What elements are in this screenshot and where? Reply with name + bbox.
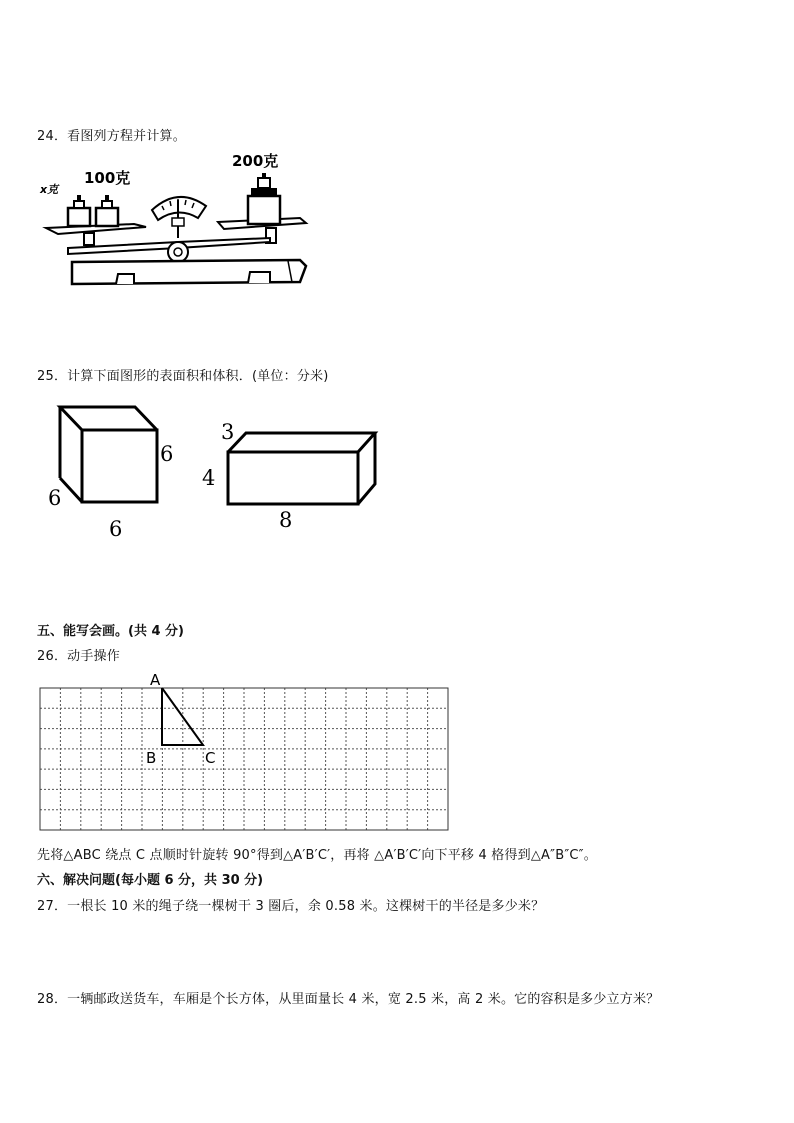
dotted-grid: [40, 688, 448, 830]
q28-text: 28．一辆邮政送货车，车厢是个长方体，从里面量长 4 米，宽 2.5 米，高 2 米。它的容积是多少立方米？: [37, 992, 660, 1007]
solids-figure: [40, 398, 385, 543]
cuboid-bottom-label: 8: [279, 508, 293, 532]
q24-text: 24．看图列方程并计算。: [37, 129, 186, 144]
q27-text: 27．一根长 10 米的绳子绕一棵树干 3 圈后，余 0.58 米。这棵树干的半径是多少米？: [37, 899, 545, 914]
cube-left-label: 6: [48, 486, 62, 510]
q25-text: 25．计算下面图形的表面积和体积．(单位：分米): [37, 369, 329, 384]
vertex-a-label: A: [150, 671, 161, 689]
label-200-grams: 200克: [232, 152, 279, 170]
cuboid-shape: [228, 433, 375, 504]
scale-base: [72, 260, 306, 284]
balance-scale-figure: [38, 148, 313, 290]
vertex-c-label: C: [205, 749, 216, 767]
scale-beam: [68, 238, 270, 262]
vertex-b-label: B: [146, 749, 157, 767]
section6-heading: 六、解决问题(每小题 6 分，共 30 分): [37, 873, 264, 888]
grid-figure: [36, 668, 454, 836]
label-100-grams: 100克: [84, 169, 131, 187]
weight-x-icon: [68, 195, 90, 226]
cuboid-top-label: 3: [221, 420, 235, 444]
cube-shape: [60, 407, 157, 502]
label-x-grams: x克: [40, 183, 59, 196]
cube-bottom-label: 6: [109, 517, 123, 541]
section5-heading: 五、能写会画。(共 4 分): [37, 624, 184, 639]
cuboid-left-label: 4: [202, 466, 216, 490]
scale-dial-icon: [152, 197, 206, 238]
cube-right-label: 6: [160, 442, 174, 466]
q26-text: 26．动手操作: [37, 649, 120, 664]
weight-100-icon: [96, 195, 118, 226]
q26-instruction: 先将△ABC 绕点 C 点顺时针旋转 90°得到△A′B′C′，再将 △A′B′C′向下平移 4 格得到△A″B″C″。: [37, 848, 597, 863]
weight-200-icon: [248, 173, 280, 224]
